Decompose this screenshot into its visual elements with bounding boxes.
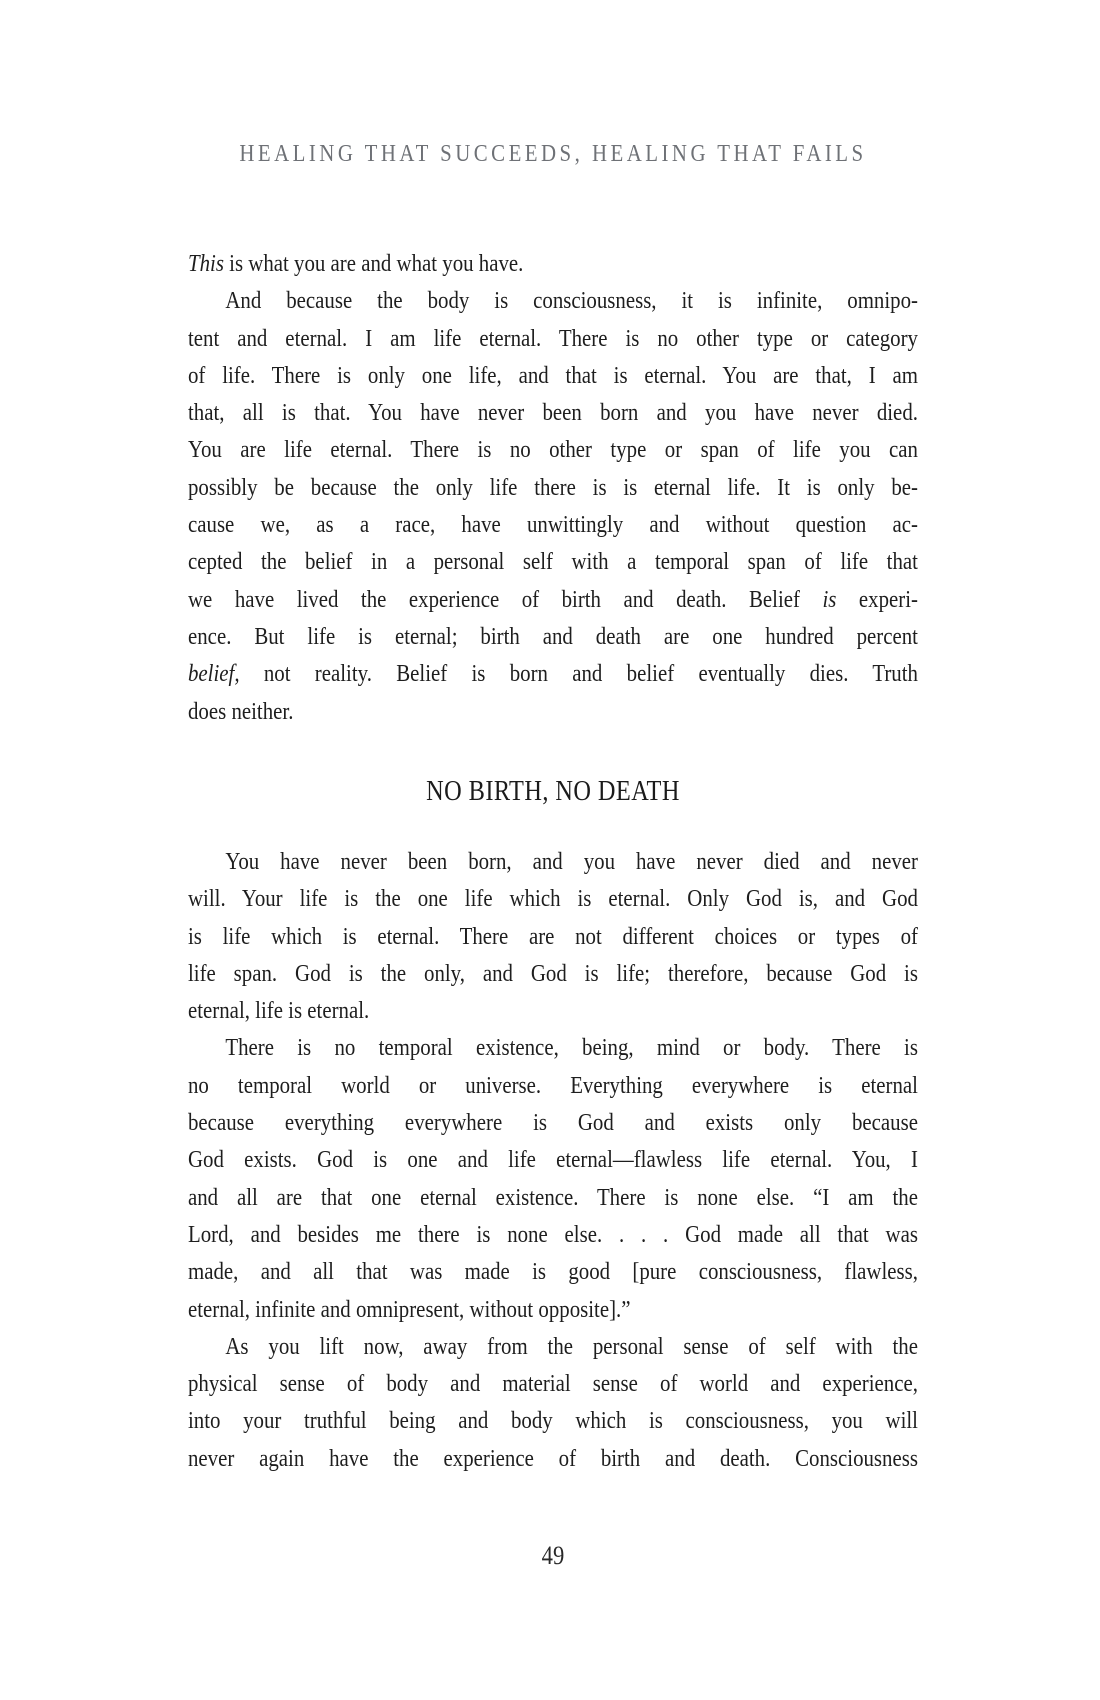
text-line: does neither. (188, 698, 294, 725)
running-header: HEALING THAT SUCCEEDS, HEALING THAT FAILS (239, 141, 867, 167)
text-line: life span. God is the only, and God is life; therefore, because God is (188, 960, 918, 987)
text-line: As you lift now, away from the personal sense of self with the (225, 1333, 918, 1360)
text-line: physical sense of body and material sense of world and experience, (188, 1371, 918, 1398)
text-line: eternal, life is eternal. (188, 998, 370, 1025)
text-line (188, 246, 918, 283)
text-line: cause we, as a race, have unwittingly and without question ac- (188, 512, 918, 539)
italic-word: is (822, 586, 837, 613)
text-line: God exists. God is one and life eternal—flawless life eternal. You, I (188, 1147, 918, 1174)
text-line (188, 656, 918, 693)
section-heading: NO BIRTH, NO DEATH (426, 776, 680, 807)
text-line: You have never been born, and you have never died and never (225, 849, 918, 875)
text-segment: not reality. Belief is born and belief eventually dies. Truth (239, 661, 918, 688)
text-line (188, 582, 918, 619)
body-text-block-1 (188, 246, 918, 731)
text-line: is life which is eternal. There are not different choices or types of (188, 923, 918, 950)
text-line: no temporal world or universe. Everything everywhere is eternal (188, 1072, 918, 1099)
text-line: because everything everywhere is God and exists only because (188, 1110, 918, 1137)
text-segment: we have lived the experience of birth and death. Belief (188, 586, 823, 613)
text-line: into your truthful being and body which is consciousness, you will (188, 1408, 918, 1435)
text-line: tent and eternal. I am life eternal. There is no other type or category (188, 325, 918, 352)
text-line: You are life eternal. There is no other type or span of life you can (188, 437, 918, 464)
text-line: made, and all that was made is good [pure consciousness, flawless, (188, 1259, 918, 1286)
text-line: never again have the experience of birth and death. Consciousness (188, 1445, 918, 1472)
body-text-block-2 (188, 844, 918, 1478)
text-line: eternal, infinite and omnipresent, without opposite].” (188, 1296, 631, 1323)
text-segment: experi- (836, 586, 918, 613)
text-segment: is what you are and what you have. (223, 251, 524, 277)
page-number: 49 (541, 1541, 565, 1570)
text-line: There is no temporal existence, being, mind or body. There is (225, 1035, 918, 1062)
text-line: Lord, and besides me there is none else. . . . God made all that was (188, 1221, 918, 1248)
text-line: will. Your life is the one life which is eternal. Only God is, and God (188, 886, 918, 913)
text-line: ence. But life is eternal; birth and death are one hundred percent (188, 623, 918, 650)
text-line: And because the body is consciousness, it is infinite, omnipo- (225, 288, 918, 315)
italic-word: belief, (188, 661, 240, 688)
text-line: cepted the belief in a personal self with a temporal span of life that (188, 549, 918, 576)
text-line: of life. There is only one life, and that is eternal. You are that, I am (188, 362, 918, 389)
text-line: that, all is that. You have never been born and you have never died. (188, 400, 918, 427)
text-line: possibly be because the only life there is is eternal life. It is only be- (188, 474, 918, 501)
italic-word: This (188, 251, 224, 277)
text-line: and all are that one eternal existence. There is none else. “I am the (188, 1184, 918, 1211)
